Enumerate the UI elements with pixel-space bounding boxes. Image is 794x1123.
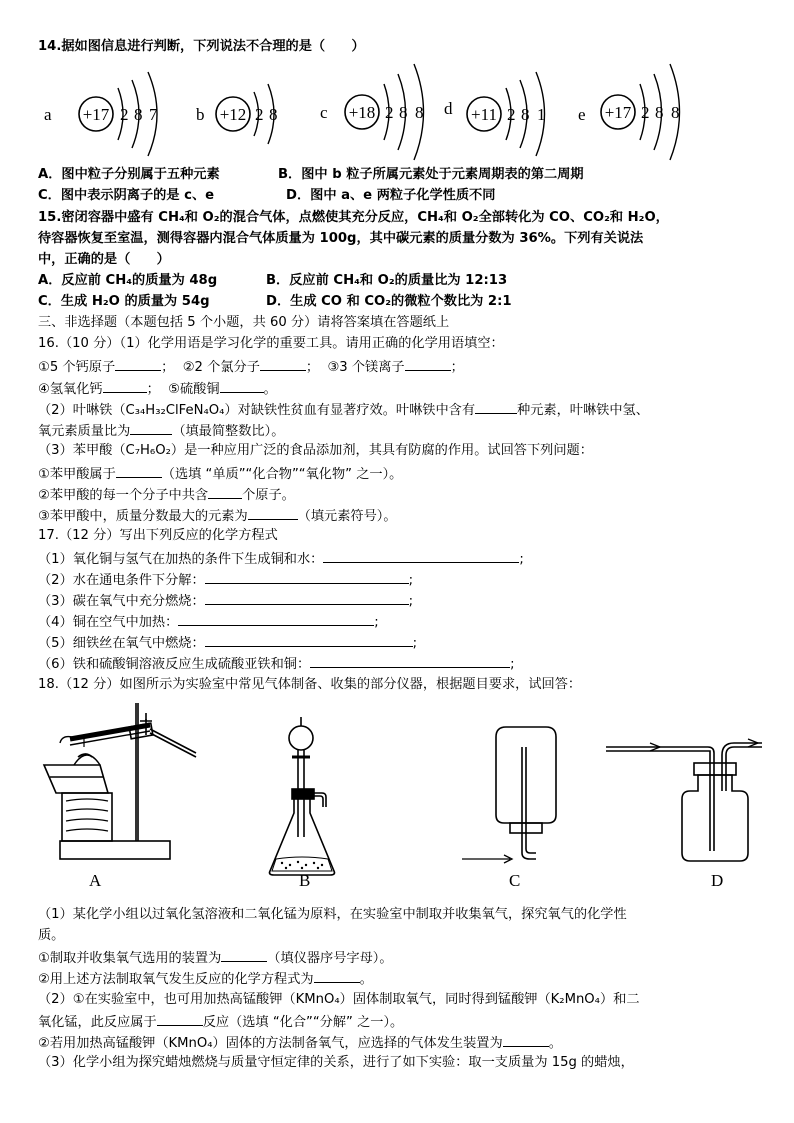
answer-blank[interactable] bbox=[405, 357, 451, 371]
answer-blank[interactable] bbox=[205, 570, 409, 584]
q14-option-c: C．图中表示阴离子的是 c、e bbox=[38, 188, 215, 203]
atom-a-nucleus: +17 bbox=[82, 105, 110, 124]
answer-blank[interactable] bbox=[248, 506, 298, 520]
q15-option-c: C．生成 H₂O 的质量为 54g bbox=[38, 294, 210, 309]
q16-item-1: ①5 个钙原子 bbox=[38, 360, 116, 375]
apparatus-c-caption: C bbox=[509, 871, 521, 890]
lab-apparatus-figure bbox=[0, 695, 794, 895]
section-3-heading: 三、非选择题（本题包括 5 个小题，共 60 分）请将答案填在答题纸上 bbox=[38, 315, 450, 330]
answer-blank[interactable] bbox=[220, 379, 264, 393]
q16-part3-sub3 bbox=[38, 506, 397, 525]
q18-sub1-text-b: （填仪器序号字母）。 bbox=[267, 951, 393, 966]
q16-part2-line2 bbox=[38, 421, 284, 440]
q18-part1-sub2 bbox=[38, 969, 373, 988]
q14-option-d: D．图中 a、e 两粒子化学性质不同 bbox=[286, 188, 496, 203]
q17-reaction-4 bbox=[38, 612, 379, 631]
q16-part2-line1 bbox=[38, 400, 649, 419]
apparatus-d-upright-bottle bbox=[606, 739, 762, 861]
q18-sub1-text: ①制取并收集氧气选用的装置为 bbox=[38, 951, 222, 966]
q17-reaction-4-text: （4）铜在空气中加热： bbox=[38, 615, 179, 630]
q15-stem-line-2: 待容器恢复至室温，测得容器内混合气体质量为 100g，其中碳元素的质量分数为 36%。下列有关说法 bbox=[38, 231, 644, 246]
q17-reaction-5-text: （5）细铁丝在氧气中燃烧： bbox=[38, 636, 205, 651]
atom-c-label: c bbox=[320, 103, 328, 122]
q16-sub3-text-b: （填元素符号）。 bbox=[297, 509, 397, 524]
q16-sub1-text-b: （选填 “单质”“化合物”“氧化物” 之一）。 bbox=[161, 467, 403, 482]
answer-blank[interactable] bbox=[103, 379, 147, 393]
q16-item-5: ⑤硫酸铜 bbox=[168, 382, 220, 397]
q16-part2-text-c: 氧元素质量比为 bbox=[38, 424, 131, 439]
apparatus-c-inverted-bottle bbox=[462, 727, 556, 863]
atom-structure-diagrams bbox=[0, 62, 794, 172]
atom-b-shell-1: 2 bbox=[255, 105, 264, 124]
atom-d-shell-2: 8 bbox=[521, 105, 530, 124]
q18-part1-line2: 质。 bbox=[38, 928, 65, 943]
q17-reaction-1-text: （1）氧化铜与氢气在加热的条件下生成铜和水： bbox=[38, 552, 324, 567]
q18-part1-line1: （1）某化学小组以过氧化氢溶液和二氧化锰为原料，在实验室中制取并收集氧气，探究氧气的化学性 bbox=[38, 907, 627, 922]
answer-blank[interactable] bbox=[260, 357, 306, 371]
answer-blank[interactable] bbox=[323, 549, 519, 563]
q15-option-d: D．生成 CO 和 CO₂的微粒个数比为 2:1 bbox=[266, 294, 512, 309]
q17-end-mark: ; bbox=[412, 636, 418, 651]
apparatus-a-caption: A bbox=[89, 871, 102, 890]
q16-sub2-text: ②苯甲酸的每一个分子中共含 bbox=[38, 488, 209, 503]
atom-e bbox=[578, 64, 680, 160]
q16-part2-text-b: 种元素，叶啉铁中氢、 bbox=[517, 403, 649, 418]
atom-e-label: e bbox=[578, 105, 586, 124]
q14-option-b: B．图中 b 粒子所属元素处于元素周期表的第二周期 bbox=[278, 167, 584, 182]
q15-option-b: B．反应前 CH₄和 O₂的质量比为 12:13 bbox=[266, 273, 508, 288]
atom-a-shell-2: 8 bbox=[134, 105, 143, 124]
atom-a-shell-3: 7 bbox=[149, 105, 158, 124]
answer-blank[interactable] bbox=[116, 464, 162, 478]
q16-item-3: ③3 个镁离子 bbox=[327, 360, 405, 375]
q18-sub2-text: ②用上述方法制取氧气发生反应的化学方程式为 bbox=[38, 972, 314, 987]
q17-end-mark: ; bbox=[374, 615, 379, 630]
atom-a bbox=[44, 72, 158, 156]
q16-part3-sub1 bbox=[38, 464, 402, 483]
answer-blank[interactable] bbox=[205, 633, 413, 647]
q17-reaction-2 bbox=[38, 570, 413, 589]
atom-b bbox=[196, 84, 278, 144]
atom-a-shell-1: 2 bbox=[120, 105, 129, 124]
q17-reaction-3-text: （3）碳在氧气中充分燃烧： bbox=[38, 594, 205, 609]
apparatus-b-conical-flask bbox=[270, 717, 335, 875]
q16-heading: 16.（10 分）（1）化学用语是学习化学的重要工具。请用正确的化学用语填空： bbox=[38, 336, 504, 351]
q17-end-mark: ; bbox=[408, 573, 414, 588]
answer-blank[interactable] bbox=[208, 485, 242, 499]
q17-reaction-3 bbox=[38, 591, 413, 610]
atom-a-label: a bbox=[44, 105, 52, 124]
q18-part2-sub2-text-b: 。 bbox=[548, 1036, 562, 1051]
atom-d-label: d bbox=[444, 99, 453, 118]
apparatus-d-caption: D bbox=[711, 871, 724, 890]
q18-sub2-text-b: 。 bbox=[359, 972, 373, 987]
q16-item-4: ④氢氧化钙 bbox=[38, 382, 103, 397]
q16-sub1-text: ①苯甲酸属于 bbox=[38, 467, 116, 482]
q18-part3-line1: （3）化学小组为探究蜡烛燃烧与质量守恒定律的关系，进行了如下实验：取一支质量为 15g 的蜡烛， bbox=[38, 1055, 634, 1070]
q17-end-mark: ; bbox=[519, 552, 524, 567]
atom-c bbox=[320, 64, 424, 160]
atom-b-shell-2: 8 bbox=[269, 105, 278, 124]
q17-heading: 17.（12 分）写出下列反应的化学方程式 bbox=[38, 528, 278, 543]
q16-part1-row2: ④氢氧化钙 ； ⑤硫酸铜 。 bbox=[38, 379, 277, 398]
apparatus-b-caption: B bbox=[299, 871, 311, 890]
q18-part2-sub2 bbox=[38, 1033, 562, 1052]
q16-item-2: ②2 个氯分子 bbox=[182, 360, 260, 375]
q17-reaction-5 bbox=[38, 633, 417, 652]
q14-stem: 14.据如图信息进行判断，下列说法不合理的是（ ） bbox=[38, 39, 365, 54]
q17-reaction-6 bbox=[38, 654, 515, 673]
q18-part2-text-b: 反应（选填 “化合”“分解” 之一）。 bbox=[202, 1015, 404, 1030]
atom-e-shell-1: 2 bbox=[641, 103, 650, 122]
q14-option-a: A．图中粒子分别属于五种元素 bbox=[38, 167, 220, 182]
q16-part1-row1: ①5 个钙原子 ； ②2 个氯分子 ； ③3 个镁离子 ； bbox=[38, 357, 464, 376]
q16-sub3-text: ③苯甲酸中，质量分数最大的元素为 bbox=[38, 509, 248, 524]
q18-part1-sub1 bbox=[38, 948, 393, 967]
q15-option-a: A．反应前 CH₄的质量为 48g bbox=[38, 273, 218, 288]
atom-d-shell-1: 2 bbox=[507, 105, 516, 124]
atom-b-nucleus: +12 bbox=[219, 105, 247, 124]
answer-blank[interactable] bbox=[475, 400, 517, 414]
atom-e-shell-2: 8 bbox=[655, 103, 664, 122]
q16-part2-text-d: （填最简整数比）。 bbox=[172, 424, 285, 439]
q15-stem-line-3: 中，正确的是（ ） bbox=[38, 252, 170, 267]
answer-blank[interactable] bbox=[178, 612, 374, 626]
q18-part2-line2 bbox=[38, 1012, 403, 1031]
q18-part2-text: 氧化锰，此反应属于 bbox=[38, 1015, 157, 1030]
answer-blank[interactable] bbox=[310, 654, 510, 668]
atom-d bbox=[444, 72, 546, 156]
atom-e-shell-3: 8 bbox=[671, 103, 680, 122]
q18-part2-line1: （2）①在实验室中，也可用加热高锰酸钾（KMnO₄）固体制取氧气，同时得到锰酸钾（K₂MnO₄）和二 bbox=[38, 992, 640, 1007]
q18-part2-sub2-text: ②若用加热高锰酸钾（KMnO₄）固体的方法制备氧气，应选择的气体发生装置为 bbox=[38, 1036, 503, 1051]
atom-c-nucleus: +18 bbox=[348, 103, 376, 122]
answer-blank[interactable] bbox=[205, 591, 409, 605]
atom-d-shell-3: 1 bbox=[537, 105, 546, 124]
atom-c-shell-3: 8 bbox=[415, 103, 424, 122]
apparatus-a-heating-setup bbox=[44, 703, 196, 859]
atom-d-nucleus: +11 bbox=[471, 105, 497, 124]
atom-b-label: b bbox=[196, 105, 205, 124]
q17-reaction-1 bbox=[38, 549, 524, 568]
q16-part3-intro: （3）苯甲酸（C₇H₆O₂）是一种应用广泛的食品添加剂，其具有防腐的作用。试回答下列问题： bbox=[38, 443, 593, 458]
q17-reaction-2-text: （2）水在通电条件下分解： bbox=[38, 573, 205, 588]
atom-c-shell-2: 8 bbox=[399, 103, 408, 122]
q18-heading: 18.（12 分）如图所示为实验室中常见气体制备、收集的部分仪器，根据题目要求，试回答： bbox=[38, 677, 582, 692]
q17-end-mark: ; bbox=[408, 594, 414, 609]
answer-blank[interactable] bbox=[221, 948, 267, 962]
answer-blank[interactable] bbox=[130, 421, 172, 435]
q17-reaction-6-text: （6）铁和硫酸铜溶液反应生成硫酸亚铁和铜： bbox=[38, 657, 311, 672]
atom-e-nucleus: +17 bbox=[604, 103, 632, 122]
q16-part3-sub2 bbox=[38, 485, 295, 504]
atom-c-shell-1: 2 bbox=[385, 103, 394, 122]
answer-blank[interactable] bbox=[115, 357, 161, 371]
answer-blank[interactable] bbox=[503, 1033, 549, 1047]
answer-blank[interactable] bbox=[157, 1012, 203, 1026]
q16-part2-text: （2）叶啉铁（C₃₄H₃₂ClFeN₄O₄）对缺铁性贫血有显著疗效。叶啉铁中含有 bbox=[38, 403, 476, 418]
q16-sub2-text-b: 个原子。 bbox=[242, 488, 295, 503]
q15-stem-line-1: 15.密闭容器中盛有 CH₄和 O₂的混合气体，点燃使其充分反应，CH₄和 O₂全部转化为 CO、CO₂和 H₂O， bbox=[38, 210, 669, 225]
q17-end-mark: ; bbox=[510, 657, 515, 672]
answer-blank[interactable] bbox=[314, 969, 360, 983]
